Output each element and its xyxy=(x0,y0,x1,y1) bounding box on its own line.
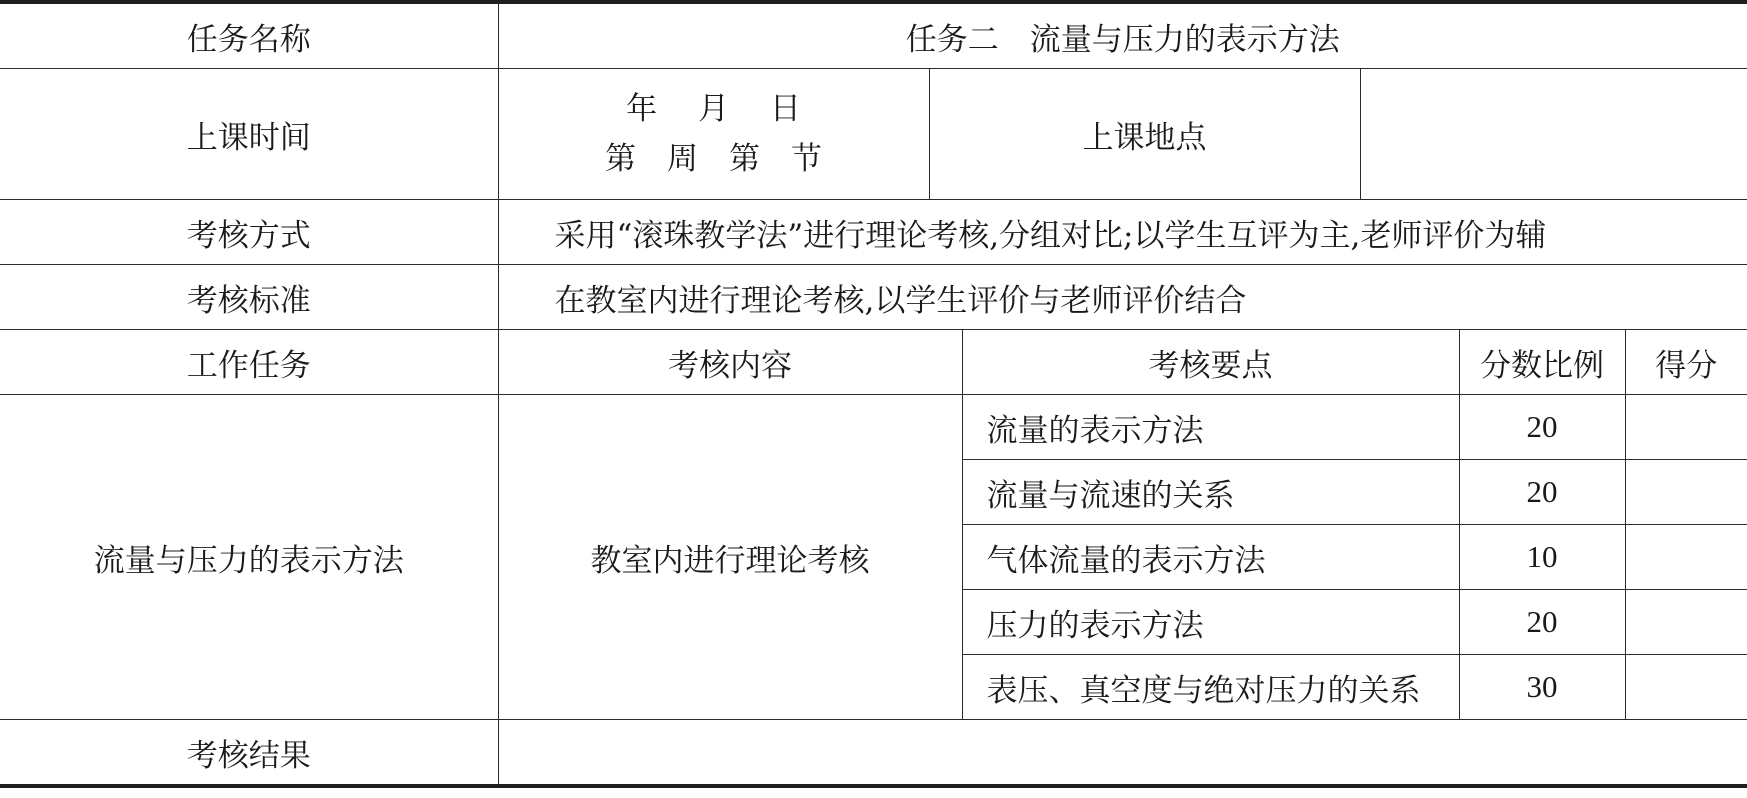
ratio-cell: 20 xyxy=(1459,460,1625,525)
point-cell: 表压、真空度与绝对压力的关系 xyxy=(962,655,1459,720)
header-score: 得分 xyxy=(1625,330,1747,395)
class-time-lines xyxy=(499,84,929,184)
class-week-line: 第 周 第 节 xyxy=(605,141,822,177)
row-column-headers xyxy=(0,330,1747,395)
ratio-cell: 20 xyxy=(1459,395,1625,460)
class-place-value xyxy=(1360,69,1747,200)
work-content-cell: 教室内进行理论考核 xyxy=(498,395,962,720)
task-name-value: 任务二 流量与压力的表示方法 xyxy=(498,2,1747,69)
class-time-value xyxy=(498,69,929,200)
header-ratio: 分数比例 xyxy=(1459,330,1625,395)
row-assessment-standard xyxy=(0,265,1747,330)
task-name-label: 任务名称 xyxy=(0,2,498,69)
header-points: 考核要点 xyxy=(962,330,1459,395)
score-cell[interactable] xyxy=(1625,655,1747,720)
work-task-cell: 流量与压力的表示方法 xyxy=(0,395,498,720)
assessment-standard-value: 在教室内进行理论考核,以学生评价与老师评价结合 xyxy=(498,265,1747,330)
assessment-result-value[interactable] xyxy=(498,720,1747,787)
point-cell: 流量与流速的关系 xyxy=(962,460,1459,525)
point-cell: 压力的表示方法 xyxy=(962,590,1459,655)
class-time-label: 上课时间 xyxy=(0,69,498,200)
header-work-task: 工作任务 xyxy=(0,330,498,395)
table-row xyxy=(0,395,1747,460)
assessment-result-label: 考核结果 xyxy=(0,720,498,787)
score-cell[interactable] xyxy=(1625,395,1747,460)
point-cell: 流量的表示方法 xyxy=(962,395,1459,460)
ratio-cell: 20 xyxy=(1459,590,1625,655)
score-cell[interactable] xyxy=(1625,590,1747,655)
assessment-standard-label: 考核标准 xyxy=(0,265,498,330)
ratio-cell: 30 xyxy=(1459,655,1625,720)
score-cell[interactable] xyxy=(1625,460,1747,525)
assessment-method-value: 采用“滚珠教学法”进行理论考核,分组对比;以学生互评为主,老师评价为辅 xyxy=(498,200,1747,265)
header-content: 考核内容 xyxy=(498,330,962,395)
row-assessment-result xyxy=(0,720,1747,787)
score-cell[interactable] xyxy=(1625,525,1747,590)
class-place-label: 上课地点 xyxy=(929,69,1360,200)
ratio-cell: 10 xyxy=(1459,525,1625,590)
class-date-line: 年 月 日 xyxy=(626,91,801,127)
assessment-method-label: 考核方式 xyxy=(0,200,498,265)
row-task-name xyxy=(0,2,1747,69)
row-class-time xyxy=(0,69,1747,200)
point-cell: 气体流量的表示方法 xyxy=(962,525,1459,590)
row-assessment-method xyxy=(0,200,1747,265)
